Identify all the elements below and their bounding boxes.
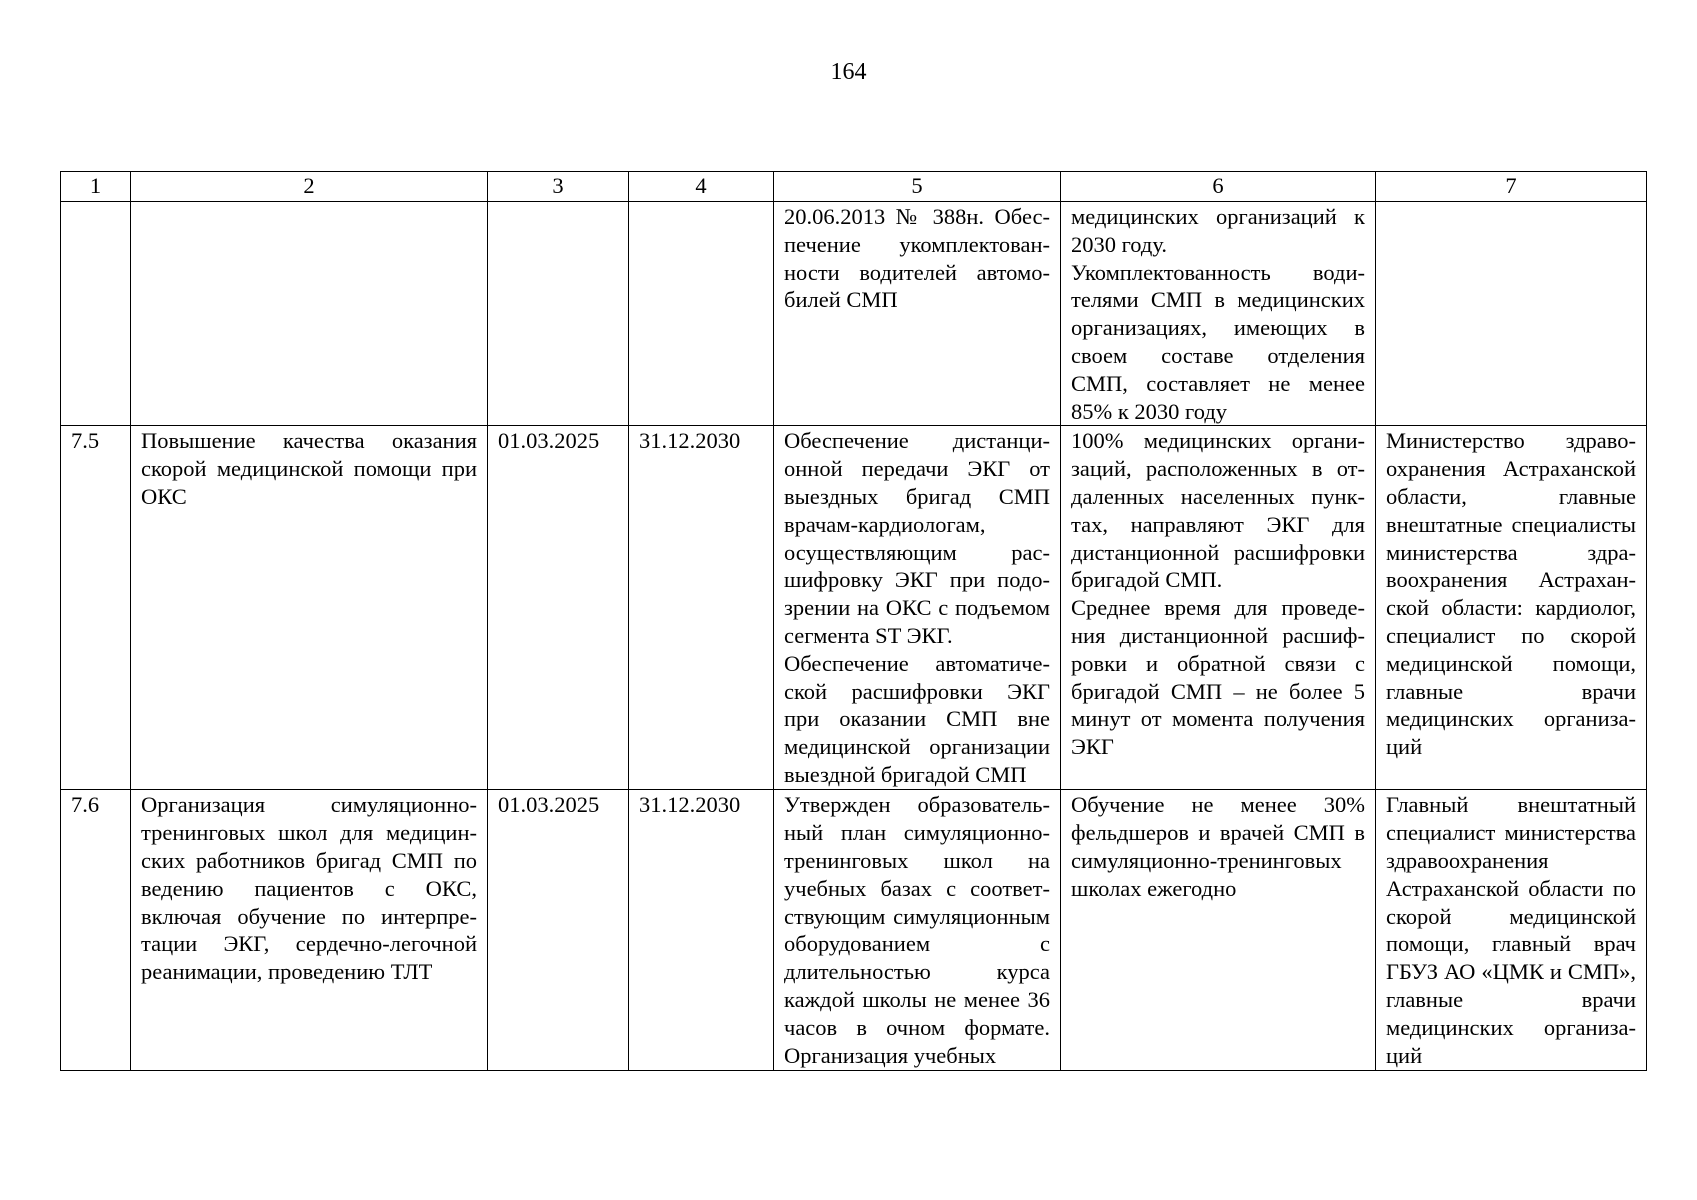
event-cell <box>131 202 488 426</box>
indicator-paragraph: медицинских организаций к 2030 году. <box>1071 204 1365 257</box>
table-row <box>61 202 1647 426</box>
row-number-cell <box>61 202 131 426</box>
result-paragraph: Утвержден образовательный план симуляционно-тренинговых школ на учебных базах с соответствующим симуляционным оборудованием с длительностью курса каждой школы не менее 36 часов в очном формате. Организация учебных <box>784 792 1050 1068</box>
column-header: 4 <box>629 172 774 202</box>
column-header: 2 <box>131 172 488 202</box>
responsible-cell: Главный внештатный специалист министерства здравоохранения Астраханской области по скорой медицинской помощи, главный врач ГБУЗ АО «ЦМК и СМП», главные врачи медицинских организаций <box>1376 790 1647 1071</box>
column-header: 3 <box>488 172 629 202</box>
event-cell: Повышение качества оказания скорой медицинской помощи при ОКС <box>131 426 488 790</box>
column-header: 7 <box>1376 172 1647 202</box>
start-date-cell: 01.03.2025 <box>488 426 629 790</box>
indicator-paragraph: 100% медицинских организаций, расположенных в отдаленных населенных пунктах, направляют ЭКГ для дистанционной расшифровки бригадой СМП. <box>1071 428 1365 593</box>
table-header-row <box>61 172 1647 202</box>
indicator-cell <box>1061 426 1376 790</box>
event-cell: Организация симуляционно-тренинговых школ для медицинских работников бригад СМП по ведению пациентов с ОКС, включая обучение по интерпретации ЭКГ, сердечно-легочной реанимации, проведению ТЛТ <box>131 790 488 1071</box>
table-row <box>61 426 1647 790</box>
indicator-paragraph: Укомплектованность водителями СМП в медицинских организациях, имеющих в своем составе отделения СМП, составляет не менее 85% к 2030 году <box>1071 259 1365 424</box>
end-date-cell <box>629 202 774 426</box>
indicator-cell <box>1061 202 1376 426</box>
column-header: 6 <box>1061 172 1376 202</box>
start-date-cell <box>488 202 629 426</box>
result-cell <box>774 202 1061 426</box>
result-cell <box>774 426 1061 790</box>
result-paragraph: Обеспечение автоматической расшифровки ЭКГ при оказании СМП вне медицинской организации выездной бригадой СМП <box>784 650 1050 787</box>
result-cell <box>774 790 1061 1071</box>
responsible-cell: Министерство здравоохранения Астраханской области, главные внештатные специалисты министерства здравоохранения Астраханской области: кардиолог, специалист по скорой медицинской помощи, главные врачи медицинских организаций <box>1376 426 1647 790</box>
indicator-paragraph: Среднее время для проведения дистанционной расшифровки и обратной связи с бригадой СМП – не более 5 минут от момента получения ЭКГ <box>1071 595 1365 760</box>
row-number-cell: 7.5 <box>61 426 131 790</box>
result-paragraph: Обеспечение дистанционной передачи ЭКГ от выездных бригад СМП врачам-кардиологам, осуществляющим расшифровку ЭКГ при подозрении на ОКС с подъемом сегмента ST ЭКГ. <box>784 428 1050 648</box>
responsible-cell <box>1376 202 1647 426</box>
table-row <box>61 790 1647 1071</box>
measures-table <box>60 171 1647 1071</box>
column-header: 1 <box>61 172 131 202</box>
end-date-cell: 31.12.2030 <box>629 426 774 790</box>
column-header: 5 <box>774 172 1061 202</box>
end-date-cell: 31.12.2030 <box>629 790 774 1071</box>
indicator-cell <box>1061 790 1376 1071</box>
start-date-cell: 01.03.2025 <box>488 790 629 1071</box>
row-number-cell: 7.6 <box>61 790 131 1071</box>
page-number: 164 <box>830 59 867 85</box>
indicator-paragraph: Обучение не менее 30% фельдшеров и врачей СМП в симуляционно-тренинговых школах ежегодно <box>1071 792 1365 901</box>
result-paragraph: 20.06.2013 № 388н. Обеспечение укомплектованности водителей автомобилей СМП <box>784 204 1050 313</box>
